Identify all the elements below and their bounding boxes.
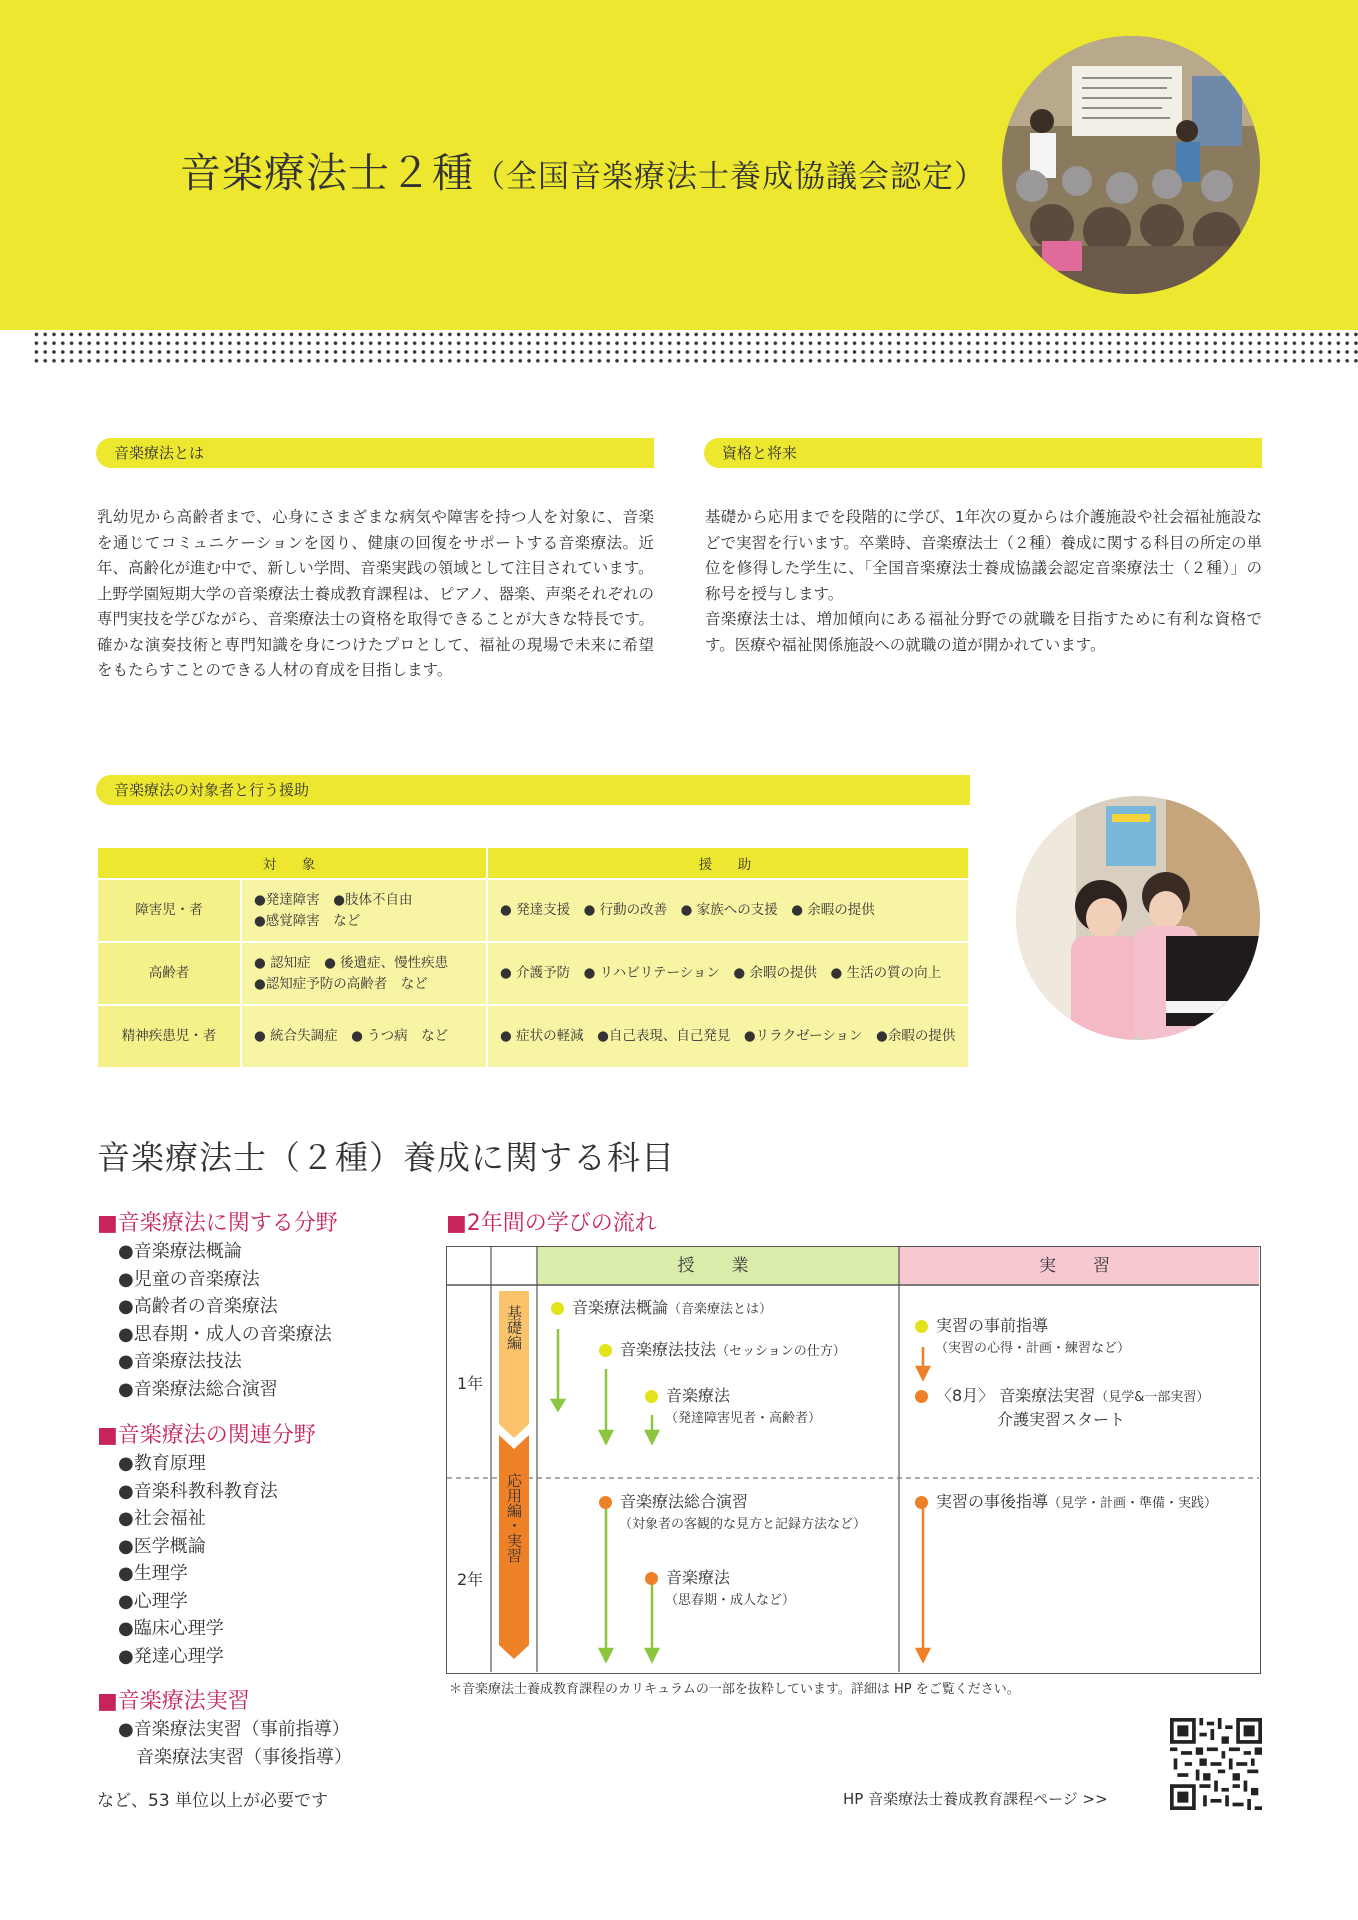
bullet-icon	[599, 1496, 612, 1509]
subject-item: ●高齢者の音楽療法	[118, 1296, 278, 1317]
subject-item: ●心理学	[118, 1590, 188, 1612]
bullet-icon	[551, 1302, 564, 1315]
practice-item-note: （見学&一部実習）	[1095, 1390, 1210, 1405]
title-main: 音楽療法士２種	[180, 149, 474, 197]
support-row	[97, 879, 969, 942]
practice-item-name: 実習の事前指導	[936, 1316, 1049, 1335]
subject-item: ●生理学	[118, 1563, 188, 1584]
row-target	[241, 1005, 487, 1068]
section-heading-future: 資格と将来	[704, 438, 1262, 468]
flow-footnote: ＊音楽療法士養成教育課程のカリキュラムの一部を抜粋しています。詳細は HP をご覧ください。	[449, 1682, 1020, 1697]
practice-item-name: 〈8月〉 音楽療法実習	[936, 1386, 1096, 1405]
row-target	[241, 879, 487, 942]
support-table-header	[97, 847, 969, 879]
row-support: ● 症状の軽減 ●自己表現、自己発見 ●リラクゼーション ●余暇の提供	[487, 1005, 969, 1068]
bullet-icon	[645, 1572, 658, 1585]
col-support: 援 助	[487, 847, 969, 879]
about-paragraph-1: 乳幼児から高齢者まで、心身にさまざまな病気や障害を持つ人を対象に、音楽を通じてコミュニケーションを図り、健康の回復をサポートする音楽療法。近年、高齢化が進む中で、新しい学問、音楽実践の領域として注目されています。	[97, 508, 654, 577]
subject-item: ●医学概論	[118, 1535, 206, 1557]
class-item-note: （セッションの仕方）	[716, 1344, 846, 1359]
qr-code-icon[interactable]	[1170, 1718, 1262, 1810]
subject-item: ●音楽療法技法	[118, 1351, 242, 1372]
subject-item: ●音楽科教科教育法	[118, 1480, 278, 1502]
future-text	[705, 505, 1262, 658]
about-text	[97, 505, 654, 684]
class-item-note: （思春期・成人など）	[665, 1593, 796, 1608]
class-item	[551, 1295, 772, 1318]
class-item-note: （発達障害児者・高齢者）	[665, 1411, 822, 1426]
bullet-icon	[915, 1496, 928, 1509]
practice-item-note: （実習の心得・計画・練習など）	[935, 1341, 1131, 1356]
class-item	[645, 1383, 730, 1406]
session-photo	[1002, 36, 1260, 294]
learning-flow-chart	[446, 1246, 1261, 1674]
practice-item-note: （見学・計画・準備・実践）	[1048, 1496, 1218, 1511]
bullet-icon	[915, 1320, 928, 1333]
future-paragraph-2: 音楽療法士は、増加傾向にある福祉分野での就職を目指すために有利な資格です。医療や福祉関係施設への就職の道が開かれています。	[705, 610, 1262, 654]
about-paragraph-2: 上野学園短期大学の音楽療法士養成教育課程は、ピアノ、器楽、声楽それぞれの専門実技を学びながら、音楽療法士の資格を取得できることが大きな特長です。確かな演奏技術と専門知識を身につけたプロとして、福祉の現場で未来に希望をもたらすことのできる人材の育成を目指します。	[97, 584, 654, 679]
target-line: ● 認知症 ● 後遺症、慢性疾患	[254, 954, 449, 971]
subject-item: ●臨床心理学	[118, 1618, 224, 1639]
hp-link[interactable]: HP 音楽療法士養成教育課程ページ >>	[843, 1790, 1108, 1808]
practice-item-name: 実習の事後指導	[936, 1492, 1049, 1511]
row-label: 高齢者	[97, 942, 241, 1005]
col-target: 対 象	[97, 847, 487, 879]
row-target	[241, 942, 487, 1005]
stage-basic-label: 基礎編	[505, 1305, 523, 1350]
year-2-label: 2年	[457, 1570, 484, 1589]
flow-heading: ■2年間の学びの流れ	[446, 1211, 657, 1236]
title-sub: （全国音楽療法士養成協議会認定）	[474, 159, 986, 195]
subject-item: ●音楽療法実習（事前指導）	[118, 1719, 350, 1740]
class-item	[599, 1489, 748, 1512]
practice-item	[915, 1489, 1217, 1512]
target-line: ●発達障害 ●肢体不自由	[254, 891, 413, 908]
col-class: 授 業	[677, 1256, 759, 1276]
future-paragraph-1: 基礎から応用までを段階的に学び、1年次の夏からは介護施設や社会福祉施設などで実習を行います。卒業時、音楽療法士（２種）養成に関する科目の所定の単位を修得した学生に、「全国音楽療法士養成協議会認定音楽療法士（２種）」の称号を授与します。	[705, 508, 1262, 603]
field-heading-therapy: ■音楽療法に関する分野	[97, 1211, 338, 1236]
field-list-related	[118, 1450, 278, 1670]
col-practice: 実 習	[1039, 1256, 1120, 1276]
stage-advanced-label: 応用編・実習	[505, 1473, 523, 1563]
page-title	[180, 140, 986, 199]
class-item	[599, 1337, 846, 1360]
section-heading-support: 音楽療法の対象者と行う援助	[96, 775, 970, 805]
piano-photo-image	[1016, 796, 1260, 1040]
support-row	[97, 942, 969, 1005]
credits-note: など、53 単位以上が必要です	[97, 1791, 329, 1811]
row-label: 精神疾患児・者	[97, 1005, 241, 1068]
class-item	[645, 1565, 730, 1588]
subject-item: ●社会福祉	[118, 1508, 206, 1529]
field-list-therapy	[118, 1238, 332, 1403]
subject-item: ●音楽療法総合演習	[118, 1378, 278, 1400]
bullet-icon	[915, 1390, 928, 1403]
support-row	[97, 1005, 969, 1068]
subject-item: ●発達心理学	[118, 1645, 224, 1667]
class-item-name: 音楽療法技法	[620, 1340, 717, 1359]
piano-photo	[1016, 796, 1260, 1040]
class-item-name: 音楽療法総合演習	[620, 1492, 749, 1511]
class-item-name: 音楽療法	[666, 1386, 731, 1405]
target-line: ●感覚障害 など	[254, 912, 361, 929]
bullet-icon	[645, 1390, 658, 1403]
year-1-label: 1年	[457, 1374, 484, 1393]
section-heading-about: 音楽療法とは	[96, 438, 654, 468]
class-item-name: 音楽療法概論	[572, 1298, 669, 1317]
practice-item	[915, 1383, 1209, 1406]
session-photo-image	[1002, 36, 1260, 294]
field-heading-related: ■音楽療法の関連分野	[97, 1423, 316, 1448]
subject-item: ●児童の音楽療法	[118, 1268, 260, 1290]
class-item-note: （音楽療法とは）	[668, 1302, 773, 1317]
field-heading-practice: ■音楽療法実習	[97, 1689, 250, 1714]
row-support: ● 介護予防 ● リハビリテーション ● 余暇の提供 ● 生活の質の向上	[487, 942, 969, 1005]
practice-item-extra: 介護実習スタート	[997, 1410, 1126, 1429]
field-list-practice	[118, 1716, 352, 1771]
class-item-note: （対象者の客観的な見方と記録方法など）	[619, 1517, 867, 1532]
row-label: 障害児・者	[97, 879, 241, 942]
target-line: ●認知症予防の高齢者 など	[254, 975, 428, 992]
dotted-divider	[32, 330, 1358, 364]
subject-item: ●思春期・成人の音楽療法	[118, 1323, 332, 1345]
subject-item: 音楽療法実習（事後指導）	[118, 1746, 352, 1768]
support-table	[96, 846, 970, 1069]
bullet-icon	[599, 1344, 612, 1357]
subject-item: ●音楽療法概論	[118, 1241, 242, 1262]
practice-item	[915, 1313, 1048, 1336]
target-line: ● 統合失調症 ● うつ病 など	[254, 1028, 449, 1044]
subjects-heading: 音楽療法士（２種）養成に関する科目	[97, 1138, 675, 1177]
class-item-name: 音楽療法	[666, 1568, 731, 1587]
row-support: ● 発達支援 ● 行動の改善 ● 家族への支援 ● 余暇の提供	[487, 879, 969, 942]
subject-item: ●教育原理	[118, 1453, 206, 1474]
